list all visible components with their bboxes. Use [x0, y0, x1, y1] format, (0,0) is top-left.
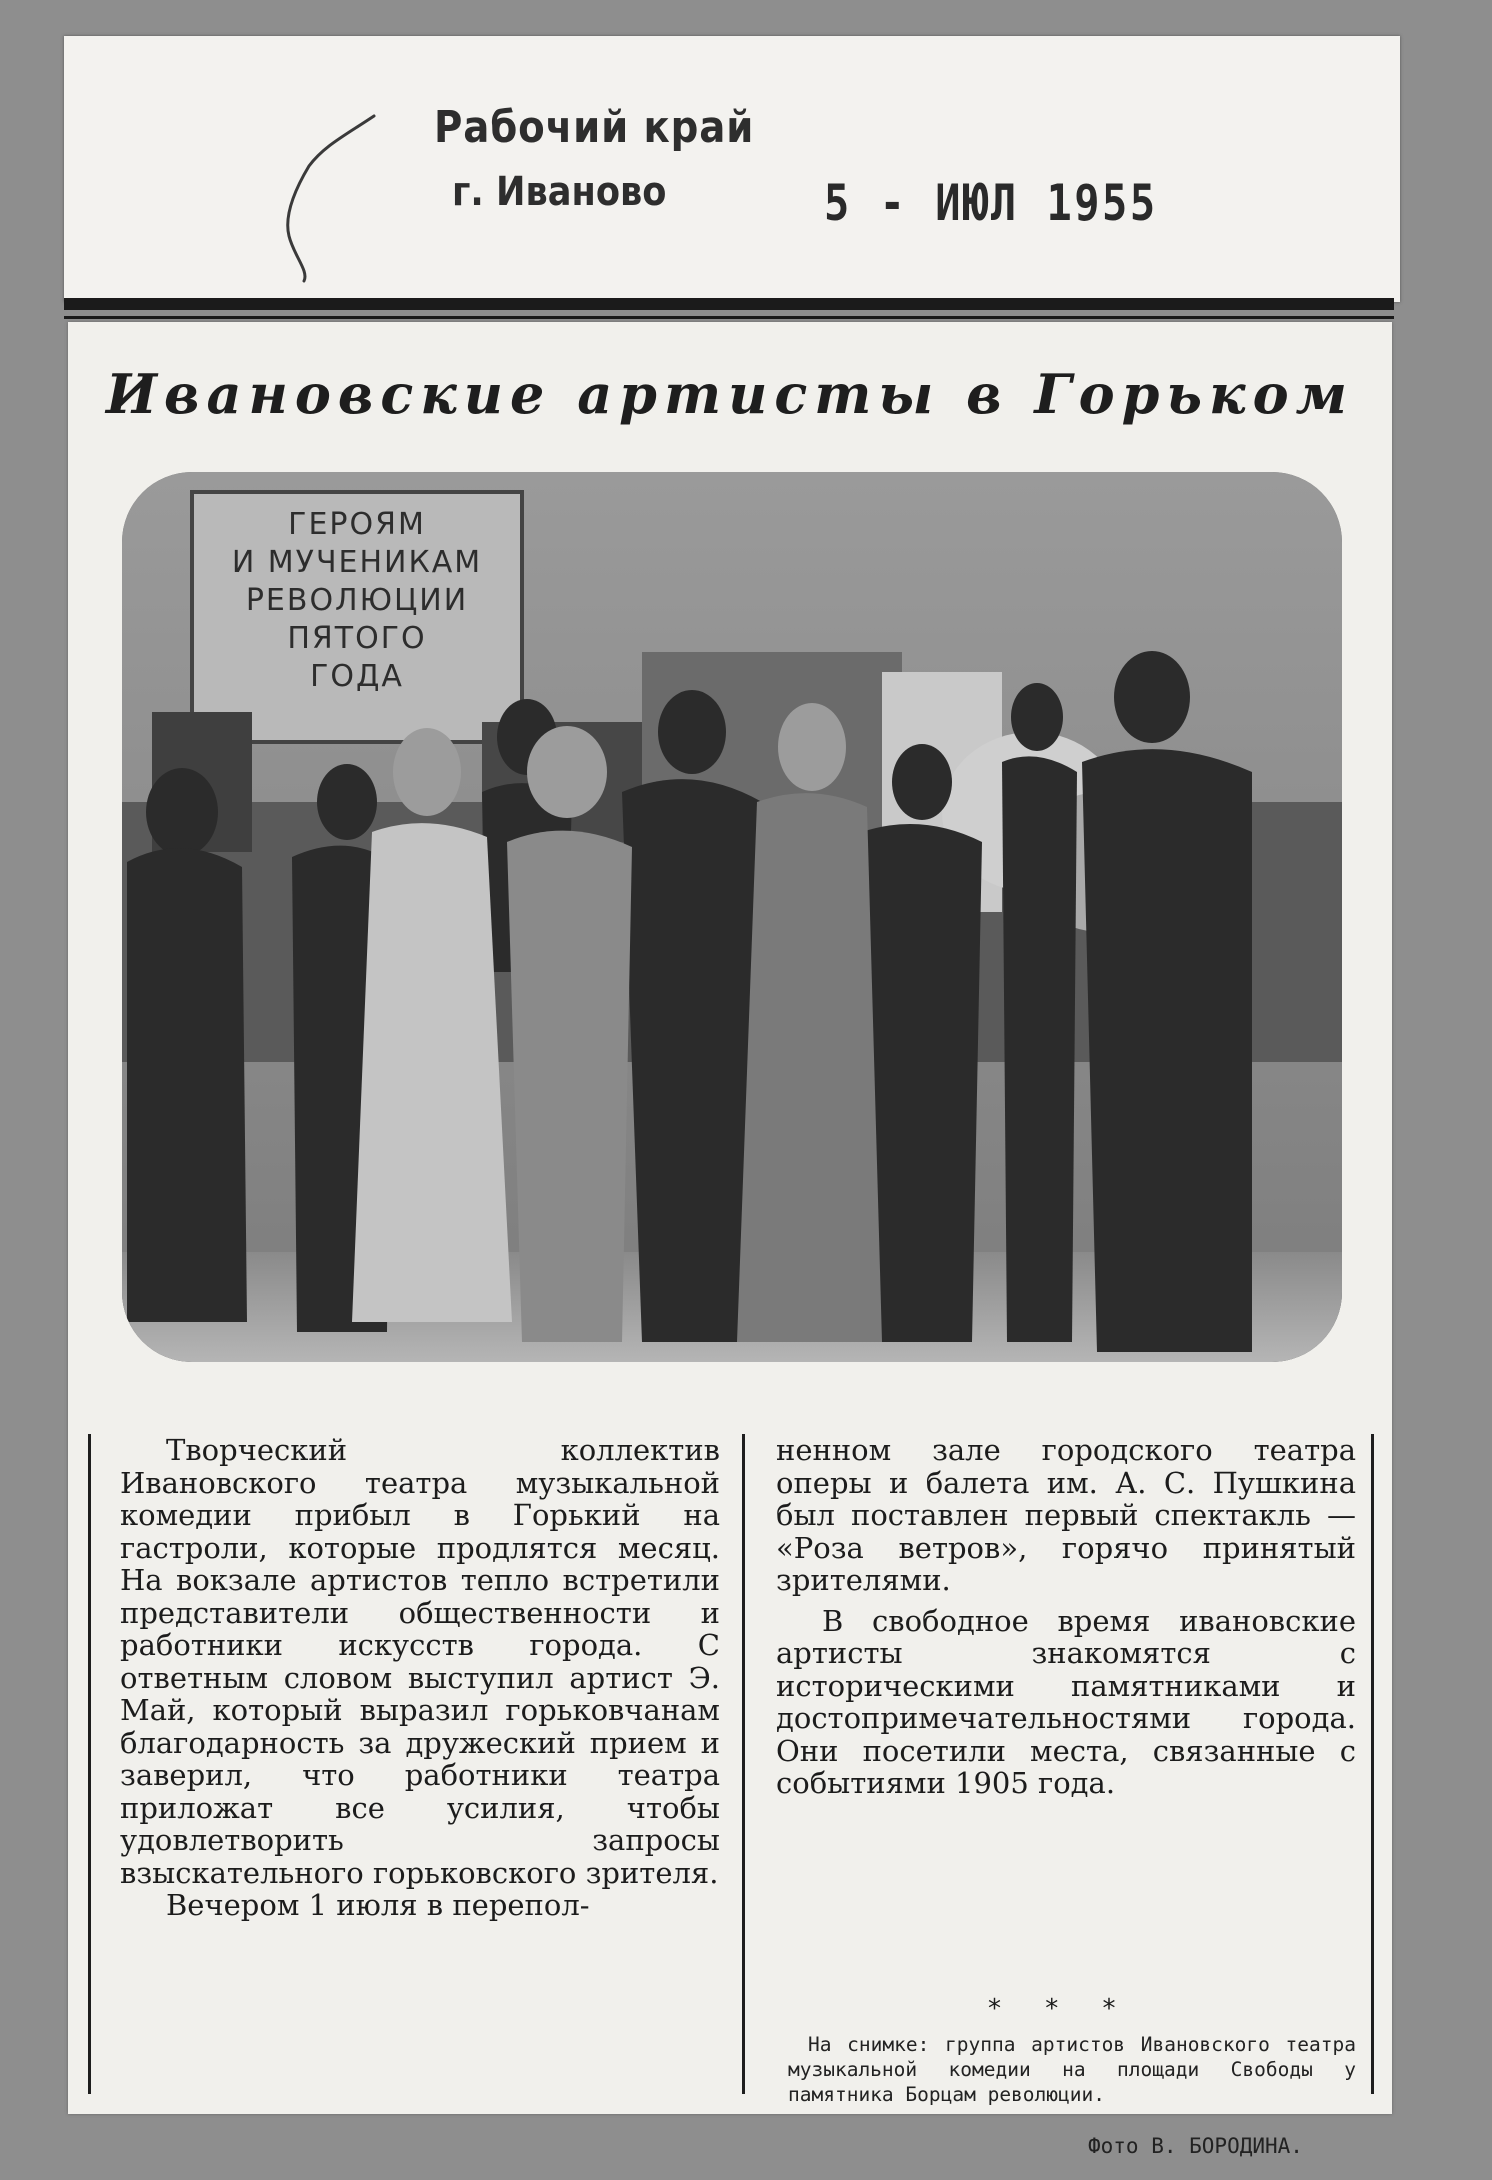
- photo-caption: На снимке: группа артистов Ивановского театра музыкальной комедии на площади Свободы у памятника Борцам революции.: [788, 2033, 1356, 2106]
- monument-line: ПЯТОГО: [287, 621, 427, 656]
- article-clipping: [68, 322, 1392, 2158]
- clipping-header-sheet: [64, 36, 1400, 302]
- newspaper-city: г. Иваново: [452, 169, 667, 215]
- paragraph: Творческий коллектив Ивановского театра музыкальной комедии прибыл в Горький на гастроли, которые продлятся месяц. На вокзале артистов тепло встретили представители общественности и работники искусств города. С ответным словом выступил артист Э. Май, который выразил горьковчанам благодарность за дружеский прием и заверил, что работники театра приложат все усилия, чтобы удовлетворить запросы взыскательного горьковского зрителя.: [120, 1433, 720, 1890]
- newspaper-name: Рабочий край: [434, 102, 755, 153]
- paragraph: ненном зале городского театра оперы и балета им. А. С. Пушкина был поставлен первый спектакль — «Роза ветров», горячо принятый зрителями.: [776, 1433, 1356, 1597]
- paragraph: Вечером 1 июля в перепол-: [166, 1888, 590, 1922]
- article-body: [88, 1433, 1374, 2158]
- photo-credit: Фото В. БОРОДИНА.: [1088, 2134, 1303, 2158]
- article-column-2: [776, 1434, 1356, 1800]
- paragraph: В свободное время ивановские артисты знакомятся с историческими памятниками и достопримечательностями города. Они посетили места, связанные с событиями 1905 года.: [776, 1603, 1356, 1800]
- monument-line: ГОДА: [310, 659, 404, 694]
- monument-line: И МУЧЕНИКАМ: [231, 545, 483, 580]
- article-photo: [122, 472, 1342, 1362]
- column-rule-right: [1371, 1434, 1374, 2094]
- header-rule-thin: [64, 316, 1394, 319]
- header-rule-thick: [64, 298, 1394, 310]
- handwritten-mark: [264, 106, 404, 286]
- section-separator: * * *: [988, 1994, 1134, 2024]
- article-headline: Ивановские артисты в Горьком: [106, 362, 1354, 426]
- article-column-1: [120, 1434, 720, 1922]
- date-stamp: 5 - ИЮЛ 1955: [824, 174, 1158, 232]
- column-rule-middle: [742, 1434, 745, 2094]
- monument-line: ГЕРОЯМ: [288, 507, 426, 542]
- monument-line: РЕВОЛЮЦИИ: [245, 583, 469, 618]
- column-rule-left: [88, 1434, 91, 2094]
